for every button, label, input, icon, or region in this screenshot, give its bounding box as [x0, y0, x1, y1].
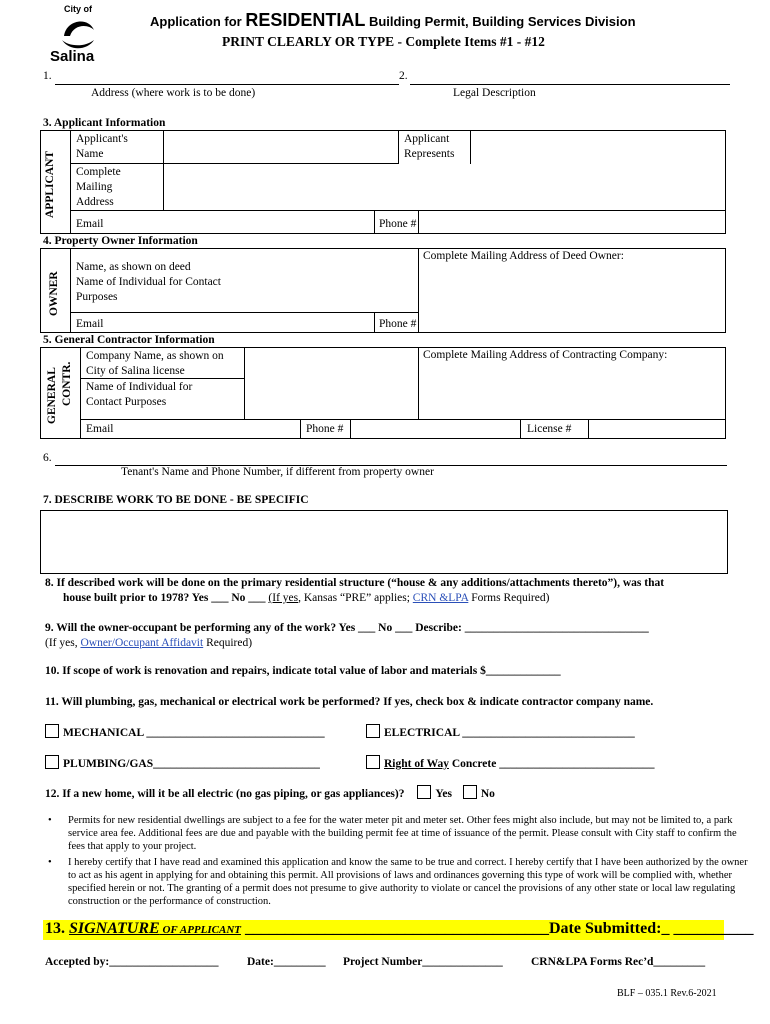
footer-date-field[interactable]: Date:_________ [247, 956, 326, 968]
contractor-section-title: 5. General Contractor Information [43, 334, 215, 346]
item9-required: Required) [203, 637, 253, 649]
item8-ifyes: (If yes [268, 592, 299, 604]
city-logo [48, 6, 106, 66]
crn-forms-received-field[interactable]: CRN&LPA Forms Rec’d_________ [531, 956, 706, 968]
tenant-field[interactable] [55, 452, 727, 466]
item12-text: 12. If a new home, will it be all electric (no gas piping, or gas appliances)? [45, 788, 405, 800]
contractor-contact-field[interactable] [245, 379, 417, 418]
item12-row [45, 785, 495, 800]
mechanical-row [45, 724, 325, 739]
mechanical-label: MECHANICAL _______________________________ [63, 727, 325, 739]
applicant-email-field[interactable] [110, 211, 372, 233]
date-submitted-field[interactable]: Date Submitted:_ __________ [549, 920, 754, 937]
contractor-phone-label: Phone # [306, 423, 344, 435]
logo-top-text: City of [64, 4, 92, 14]
bullet-dot: • [48, 857, 52, 868]
contractor-email-label: Email [86, 423, 114, 435]
project-number-field[interactable]: Project Number______________ [343, 956, 503, 968]
plumbing-label: PLUMBING/GAS_____________________________ [63, 758, 320, 770]
contractor-license-label: License # [527, 423, 572, 435]
signature-row [45, 920, 753, 938]
fee-notice-text: Permits for new residential dwellings are subject to a fee for the water meter pit and meter set. Other fees might also include, but may not be limited to, a park service area fee. Additional fees are due and payable with the building permit fee at time of issuance of the permit. Please consult with City staff to confirm the fees that apply to your project. [68, 815, 737, 852]
signature-label: SIGNATURE [69, 920, 160, 937]
contractor-side-label-1: GENERAL [46, 367, 58, 424]
page-subtitle: PRINT CLEARLY OR TYPE - Complete Items #1 - #12 [222, 34, 545, 49]
yes-label: Yes [435, 788, 452, 800]
owner-mailing-label: Complete Mailing Address of Deed Owner: [423, 250, 624, 262]
legal-description-label: Legal Description [453, 87, 536, 99]
describe-work-field[interactable] [40, 510, 728, 574]
fee-notice-bullet [48, 814, 748, 853]
applicant-email-label: Email [76, 218, 104, 230]
owner-mailing-field[interactable] [420, 266, 724, 331]
title-big: RESIDENTIAL [245, 10, 366, 30]
certification-text: I hereby certify that I have read and examined this application and know the same to be true and correct. I hereby certify that I have been authorized by the owner to act as his agent in applying for and obtaining this permit. All provisions of laws and ordinances governing this type of work will be complied with, whether specified herein or not. The granting of a permit does not presume to give authority to violate or cancel the provisions of any other state or local law regulating construction or the performance of construction. [68, 857, 748, 907]
address-field[interactable] [55, 70, 399, 85]
no-label: No [480, 788, 495, 800]
applicant-phone-field[interactable] [419, 211, 724, 233]
row-concrete-label: Concrete ___________________________ [448, 758, 655, 770]
contractor-company-field[interactable] [245, 348, 417, 377]
owner-side-label: OWNER [48, 271, 60, 316]
row-label-underlined: Right of Way [384, 758, 449, 770]
applicant-represents-label: Applicant Represents [404, 133, 455, 160]
of-applicant-label: OF APPLICANT [159, 924, 241, 936]
item8-line1: 8. If described work will be done on the primary residential structure (“house & any additions/attachments thereto”), was that [45, 577, 665, 589]
item9-line2 [45, 637, 252, 649]
electrical-checkbox[interactable] [366, 724, 380, 738]
applicant-name-field[interactable] [164, 131, 397, 162]
bullet-dot: • [48, 815, 52, 826]
item1-num: 1. [43, 70, 52, 82]
owner-occupant-affidavit-link[interactable]: Owner/Occupant Affidavit [80, 637, 204, 649]
contractor-side-label-2: CONTR. [61, 361, 73, 406]
crn-lpa-link[interactable]: CRN &LPA [412, 592, 469, 604]
row-concrete-checkbox[interactable] [366, 755, 380, 769]
applicant-phone-label: Phone # [379, 218, 417, 230]
applicant-section-title: 3. Applicant Information [43, 117, 166, 129]
applicant-side-label: APPLICANT [44, 150, 56, 218]
logo-main-text: Salina [50, 48, 95, 65]
describe-work-title: 7. DESCRIBE WORK TO BE DONE - BE SPECIFIC [43, 494, 309, 506]
plumbing-row [45, 755, 320, 770]
item6-num: 6. [43, 452, 52, 464]
plumbing-checkbox[interactable] [45, 755, 59, 769]
contractor-company-label: Company Name, as shown on City of Salina license [86, 350, 224, 377]
contractor-mailing-label: Complete Mailing Address of Contracting Company: [423, 349, 668, 361]
item8-pre: , Kansas “PRE” applies; [298, 592, 413, 604]
title-prefix: Application for [150, 14, 246, 29]
owner-email-label: Email [76, 318, 104, 330]
page-title [150, 10, 636, 31]
item9-ifyes: (If yes, [45, 637, 81, 649]
electrical-row [366, 724, 635, 739]
accepted-by-field[interactable]: Accepted by:___________________ [45, 956, 219, 968]
item11-text: 11. Will plumbing, gas, mechanical or electrical work be performed? If yes, check box & indicate contractor company name. [45, 696, 654, 708]
item8-forms: Forms Required) [468, 592, 550, 604]
owner-phone-label: Phone # [379, 318, 417, 330]
applicant-name-label: Applicant's Name [76, 133, 128, 160]
item8-line2 [63, 592, 549, 604]
applicant-address-label: Complete Mailing Address [76, 166, 121, 208]
item10-text: 10. If scope of work is renovation and repairs, indicate total value of labor and materials $_____________ [45, 665, 561, 677]
applicant-represents-field[interactable] [471, 131, 725, 162]
all-electric-yes-checkbox[interactable] [417, 785, 431, 799]
item2-num: 2. [399, 70, 408, 82]
certification-bullet [48, 856, 748, 908]
title-suffix: Building Permit, Building Services Division [365, 14, 636, 29]
item13-num: 13. [45, 920, 69, 937]
revision-label: BLF – 035.1 Rev.6-2021 [617, 988, 717, 999]
owner-name-label: Name, as shown on deed Name of Individual for Contact Purposes [76, 261, 221, 303]
all-electric-no-checkbox[interactable] [463, 785, 477, 799]
applicant-address-field[interactable] [164, 165, 724, 209]
legal-description-field[interactable] [410, 70, 730, 85]
owner-email-field[interactable] [110, 313, 372, 332]
contractor-contact-label: Name of Individual for Contact Purposes [86, 381, 193, 408]
signature-field[interactable]: ______________________________________ [241, 920, 549, 937]
row-concrete-row [366, 755, 654, 770]
tenant-label: Tenant's Name and Phone Number, if different from property owner [121, 466, 434, 478]
owner-section-title: 4. Property Owner Information [43, 235, 198, 247]
mechanical-checkbox[interactable] [45, 724, 59, 738]
address-label: Address (where work is to be done) [91, 87, 256, 99]
item8-question: house built prior to 1978? Yes ___ No ___ [63, 592, 269, 604]
item9-line1: 9. Will the owner-occupant be performing any of the work? Yes ___ No ___ Describe: ________________________________ [45, 622, 649, 634]
contractor-mailing-field[interactable] [420, 365, 724, 418]
electrical-label: ELECTRICAL ______________________________ [384, 727, 635, 739]
